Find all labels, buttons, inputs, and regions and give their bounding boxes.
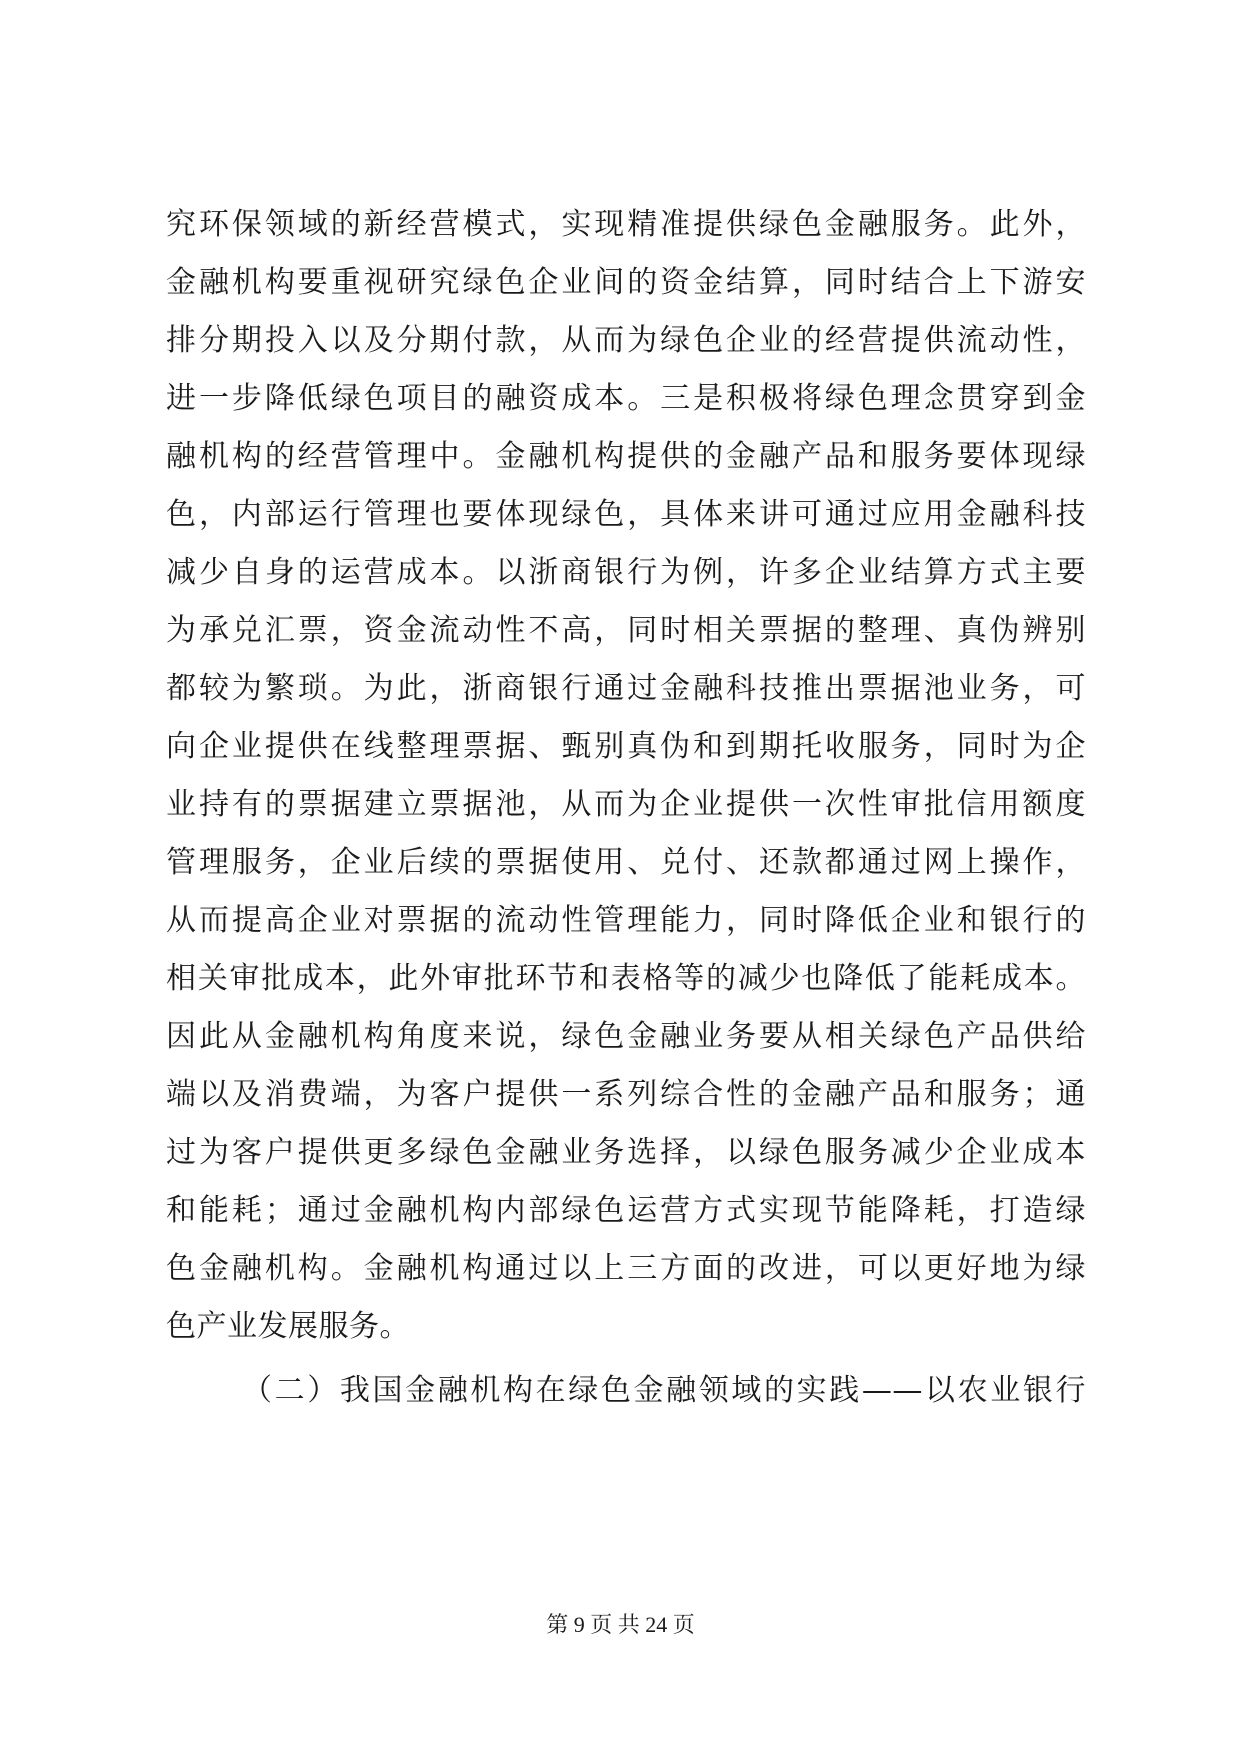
page-number-footer: 第 9 页 共 24 页 [546,1612,695,1637]
paragraph-line-1: 究环保领域的新经营模式，实现精准提供绿色金融服务。此外， [166,207,1086,242]
body-text [166,196,1086,1420]
paragraph-line-9: 都较为繁琐。为此，浙商银行通过金融科技推出票据池业务，可 [166,671,1086,706]
paragraph-line-6: 色，内部运行管理也要体现绿色，具体来讲可通过应用金融科技 [166,497,1086,532]
paragraph-line-11: 业持有的票据建立票据池，从而为企业提供一次性审批信用额度 [166,787,1086,822]
paragraph-line-7: 减少自身的运营成本。以浙商银行为例，许多企业结算方式主要 [166,555,1086,590]
paragraph-line-10: 向企业提供在线整理票据、甄别真伪和到期托收服务，同时为企 [166,729,1086,764]
paragraph-line-5: 融机构的经营管理中。金融机构提供的金融产品和服务要体现绿 [166,439,1086,474]
paragraph-line-19: 色金融机构。金融机构通过以上三方面的改进，可以更好地为绿 [166,1251,1086,1286]
paragraph-line-15: 因此从金融机构角度来说，绿色金融业务要从相关绿色产品供给 [166,1019,1086,1054]
paragraph-line-3: 排分期投入以及分期付款，从而为绿色企业的经营提供流动性， [166,323,1086,358]
paragraph-line-20: 色产业发展服务。 [166,1309,410,1344]
paragraph-line-14: 相关审批成本，此外审批环节和表格等的减少也降低了能耗成本。 [166,961,1086,996]
paragraph-line-12: 管理服务，企业后续的票据使用、兑付、还款都通过网上操作， [166,845,1086,880]
paragraph-line-16: 端以及消费端，为客户提供一系列综合性的金融产品和服务；通 [166,1077,1086,1112]
paragraph-line-18: 和能耗；通过金融机构内部绿色运营方式实现节能降耗，打造绿 [166,1193,1086,1228]
paragraph-line-8: 为承兑汇票，资金流动性不高，同时相关票据的整理、真伪辨别 [166,613,1086,648]
section-heading: （二）我国金融机构在绿色金融领域的实践——以农业银行 [242,1373,1086,1408]
paragraph-line-13: 从而提高企业对票据的流动性管理能力，同时降低企业和银行的 [166,903,1086,938]
paragraph-line-4: 进一步降低绿色项目的融资成本。三是积极将绿色理念贯穿到金 [166,381,1086,416]
paragraph-line-17: 过为客户提供更多绿色金融业务选择，以绿色服务减少企业成本 [166,1135,1086,1170]
paragraph-line-2: 金融机构要重视研究绿色企业间的资金结算，同时结合上下游安 [166,265,1086,300]
